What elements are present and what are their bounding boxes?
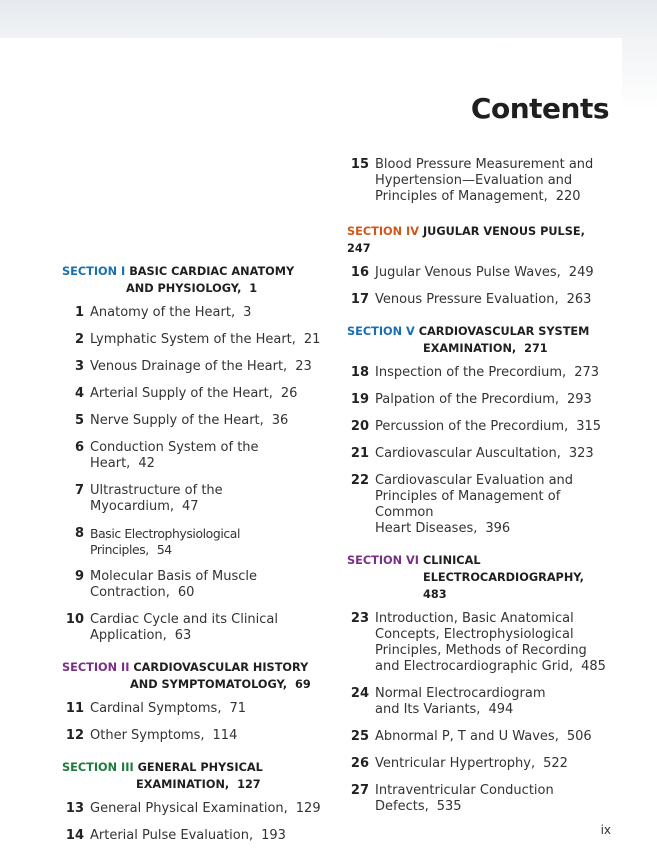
chapter-title-line: Hypertension—Evaluation and — [375, 173, 573, 188]
chapter-title-line: Molecular Basis of Muscle — [90, 569, 258, 584]
chapter-title: Venous Drainage of the Heart, — [90, 359, 288, 374]
toc-entry[interactable] — [62, 701, 322, 717]
toc-entry[interactable] — [62, 801, 322, 817]
chapter-page: 60 — [177, 585, 195, 600]
toc-entry[interactable] — [347, 365, 615, 381]
chapter-title: Cardiovascular Auscultation, — [375, 446, 561, 461]
chapter-number: 4 — [74, 386, 84, 401]
chapter-title: Other Symptoms, — [90, 728, 205, 743]
chapter-page: 494 — [488, 702, 514, 717]
toc-entry[interactable] — [347, 611, 615, 675]
chapter-number: 24 — [350, 686, 369, 701]
toc-entry[interactable] — [62, 526, 322, 558]
section-page: 271 — [524, 342, 548, 355]
chapter-page: 315 — [576, 419, 602, 434]
chapter-title: Abnormal P, T and U Waves, — [375, 729, 559, 744]
chapter-page: 535 — [436, 799, 462, 814]
chapter-page: 54 — [156, 542, 172, 557]
chapter-title-line: Normal Electrocardiogram — [375, 686, 546, 701]
chapter-page: 36 — [271, 413, 289, 428]
chapter-title: Anatomy of the Heart, — [90, 305, 236, 320]
section-title: CARDIOVASCULAR SYSTEM — [418, 325, 590, 338]
toc-entry[interactable] — [62, 332, 322, 348]
chapter-title-line: Defects, — [375, 799, 429, 814]
chapter-title: Ventricular Hypertrophy, — [375, 756, 536, 771]
page-number: ix — [600, 823, 611, 837]
chapter-number: 18 — [350, 365, 369, 380]
chapter-title: Lymphatic System of the Heart, — [90, 332, 296, 347]
section-label: SECTION I — [62, 265, 126, 278]
chapter-number: 22 — [350, 473, 369, 488]
section-label: SECTION II — [62, 661, 130, 674]
chapter-number: 6 — [74, 440, 84, 455]
chapter-page: 293 — [567, 392, 592, 407]
section-heading[interactable] — [62, 759, 322, 793]
chapter-title: Basic Electrophysiological Principles, — [90, 526, 241, 557]
chapter-page: 485 — [581, 659, 606, 674]
chapter-page: 129 — [295, 801, 321, 816]
chapter-number: 26 — [350, 756, 369, 771]
chapter-page: 273 — [574, 365, 600, 380]
section-title: CLINICAL — [422, 554, 481, 567]
section-heading[interactable] — [62, 263, 322, 297]
chapter-title-line: and Electrocardiographic Grid, — [375, 659, 574, 674]
chapter-number: 20 — [350, 419, 369, 434]
section-label: SECTION III — [62, 761, 134, 774]
chapter-number: 13 — [65, 801, 84, 816]
section-title-cont: EXAMINATION, — [136, 778, 230, 791]
chapter-number: 3 — [74, 359, 84, 374]
chapter-number: 15 — [350, 157, 369, 172]
chapter-number: 5 — [74, 413, 84, 428]
section-title: BASIC CARDIAC ANATOMY — [129, 265, 295, 278]
chapter-title: Cardinal Symptoms, — [90, 701, 222, 716]
section-heading[interactable] — [62, 659, 322, 693]
section-title: JUGULAR VENOUS PULSE, — [422, 225, 585, 238]
chapter-title: Jugular Venous Pulse Waves, — [375, 265, 561, 280]
section-title-cont: AND SYMPTOMATOLOGY, — [130, 678, 288, 691]
chapter-number: 17 — [350, 292, 369, 307]
toc-entry[interactable] — [62, 483, 322, 515]
section-title: CARDIOVASCULAR HISTORY — [133, 661, 309, 674]
chapter-number: 21 — [350, 446, 369, 461]
section-label: SECTION V — [347, 325, 415, 338]
chapter-number: 23 — [350, 611, 369, 626]
section-title-cont: AND PHYSIOLOGY, — [126, 282, 242, 295]
section-page: 69 — [294, 678, 311, 691]
chapter-title-line: Application, — [90, 628, 167, 643]
chapter-page: 249 — [568, 265, 594, 280]
toc-entry[interactable] — [347, 419, 615, 435]
chapter-title-line: Intraventricular Conduction — [375, 783, 554, 798]
chapter-page: 71 — [229, 701, 247, 716]
section-label: SECTION VI — [347, 554, 419, 567]
toc-entry[interactable] — [62, 569, 322, 601]
toc-entry[interactable] — [62, 413, 322, 429]
section-title: GENERAL PHYSICAL — [137, 761, 263, 774]
chapter-title: Conduction System of the Heart, — [90, 440, 259, 471]
toc-entry[interactable] — [62, 440, 322, 472]
chapter-number: 9 — [74, 569, 84, 584]
chapter-page: 263 — [566, 292, 592, 307]
page-title: Contents — [470, 92, 609, 125]
toc-entry[interactable] — [62, 305, 322, 321]
chapter-number: 12 — [65, 728, 84, 743]
chapter-title-line: Introduction, Basic Anatomical — [375, 611, 574, 626]
chapter-title-line: Cardiovascular Evaluation and — [375, 473, 574, 488]
chapter-page: 47 — [182, 499, 199, 514]
toc-entry[interactable] — [347, 686, 615, 718]
chapter-number: 10 — [65, 612, 84, 627]
chapter-page: 323 — [568, 446, 594, 461]
chapter-title: Arterial Supply of the Heart, — [90, 386, 273, 401]
toc-entry[interactable] — [347, 756, 615, 772]
toc-entry[interactable] — [62, 359, 322, 375]
section-page: 127 — [237, 778, 261, 791]
section-page: 247 — [347, 242, 371, 255]
chapter-page: 114 — [212, 728, 238, 743]
toc-entry[interactable] — [347, 392, 615, 408]
chapter-title-line: Concepts, Electrophysiological — [375, 627, 574, 642]
chapter-number: 2 — [74, 332, 84, 347]
chapter-number: 19 — [350, 392, 369, 407]
section-page: 1 — [249, 282, 258, 295]
chapter-title-line: Principles of Management of Common — [375, 489, 561, 520]
chapter-title-line: and Its Variants, — [375, 702, 481, 717]
chapter-title: Nerve Supply of the Heart, — [90, 413, 264, 428]
chapter-title-line: Principles of Management, — [375, 189, 548, 204]
toc-entry[interactable] — [62, 728, 322, 744]
toc-entry[interactable] — [347, 473, 615, 537]
section-page: 483 — [423, 588, 447, 601]
section-title-cont: ELECTROCARDIOGRAPHY, — [423, 571, 584, 584]
chapter-title: Percussion of the Precordium, — [375, 419, 569, 434]
toc-entry[interactable] — [347, 446, 615, 462]
section-heading[interactable] — [347, 552, 615, 603]
toc-entry[interactable] — [347, 783, 615, 815]
toc-entry[interactable] — [347, 157, 615, 205]
contents-left-column — [62, 263, 322, 844]
chapter-number: 1 — [74, 305, 84, 320]
chapter-number: 25 — [350, 729, 369, 744]
chapter-page: 21 — [303, 332, 321, 347]
chapter-page: 63 — [174, 628, 192, 643]
chapter-title-line: Principles, Methods of Recording — [375, 643, 587, 658]
section-title-cont: EXAMINATION, — [423, 342, 517, 355]
toc-entry[interactable] — [347, 729, 615, 745]
section-heading[interactable] — [347, 323, 615, 357]
chapter-number: 11 — [65, 701, 84, 716]
toc-entry[interactable] — [62, 386, 322, 402]
chapter-page: 522 — [543, 756, 568, 771]
toc-entry[interactable] — [62, 612, 322, 644]
chapter-title: General Physical Examination, — [90, 801, 288, 816]
chapter-number: 8 — [74, 526, 84, 541]
section-heading[interactable] — [347, 223, 615, 257]
chapter-page: 396 — [485, 521, 511, 536]
chapter-number: 16 — [350, 265, 369, 280]
toc-entry[interactable] — [347, 292, 615, 308]
chapter-page: 23 — [295, 359, 312, 374]
chapter-page: 193 — [261, 828, 286, 843]
chapter-page: 3 — [243, 305, 252, 320]
chapter-title: Ultrastructure of the Myocardium, — [90, 483, 223, 514]
chapter-title: Arterial Pulse Evaluation, — [90, 828, 254, 843]
toc-entry[interactable] — [62, 828, 322, 844]
chapter-title: Venous Pressure Evaluation, — [375, 292, 559, 307]
chapter-title-line: Cardiac Cycle and its Clinical — [90, 612, 279, 627]
chapter-page: 506 — [566, 729, 592, 744]
chapter-title: Palpation of the Precordium, — [375, 392, 559, 407]
toc-entry[interactable] — [347, 265, 615, 281]
chapter-title: Inspection of the Precordium, — [375, 365, 567, 380]
chapter-title-line: Heart Diseases, — [375, 521, 478, 536]
section-label: SECTION IV — [347, 225, 419, 238]
chapter-number: 7 — [74, 483, 84, 498]
chapter-title-line: Blood Pressure Measurement and — [375, 157, 594, 172]
chapter-number: 27 — [350, 783, 369, 798]
contents-right-column — [347, 157, 615, 815]
chapter-number: 14 — [65, 828, 84, 843]
chapter-page: 26 — [280, 386, 298, 401]
chapter-page: 42 — [138, 456, 155, 471]
chapter-title-line: Contraction, — [90, 585, 170, 600]
chapter-page: 220 — [555, 189, 581, 204]
